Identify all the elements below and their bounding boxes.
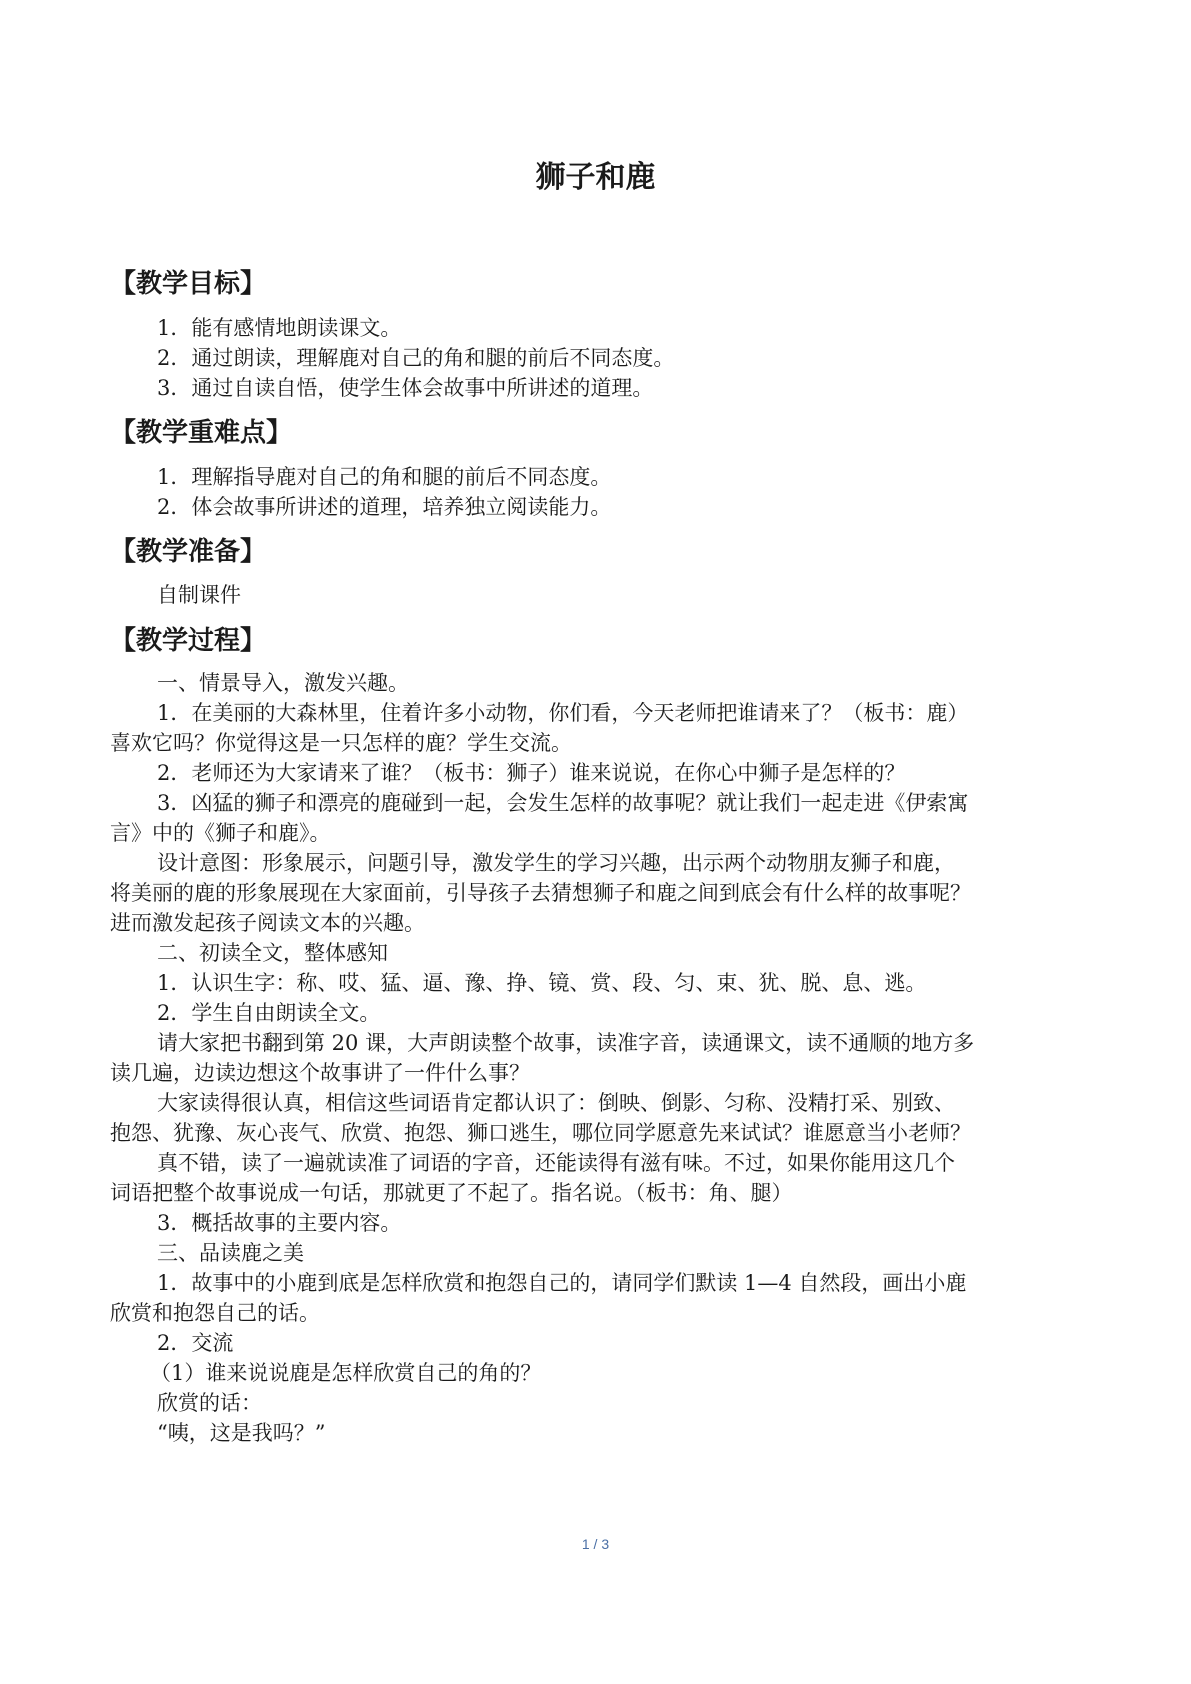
- process-line: “咦，这是我吗？”: [157, 1421, 326, 1445]
- process-line: 言》中的《狮子和鹿》。: [110, 821, 331, 845]
- section-heading-preparation: 【教学准备】: [110, 537, 267, 567]
- process-line: （1）谁来说说鹿是怎样欣赏自己的角的？: [150, 1361, 542, 1385]
- page-title: 狮子和鹿: [535, 160, 656, 195]
- process-line: 大家读得很认真，相信这些词语肯定都认识了：倒映、倒影、匀称、没精打采、别致、: [157, 1091, 955, 1115]
- section-heading-process: 【教学过程】: [110, 626, 267, 656]
- key-point-item: 2．体会故事所讲述的道理，培养独立阅读能力。: [157, 495, 612, 519]
- process-line: 三、品读鹿之美: [157, 1241, 304, 1265]
- section-heading-goals: 【教学目标】: [110, 269, 267, 299]
- section-heading-key-points: 【教学重难点】: [110, 418, 293, 448]
- key-point-item: 1．理解指导鹿对自己的角和腿的前后不同态度。: [157, 465, 612, 489]
- process-line: 2．学生自由朗读全文。: [157, 1001, 381, 1025]
- process-line: 将美丽的鹿的形象展现在大家面前，引导孩子去猜想狮子和鹿之间到底会有什么样的故事呢？: [110, 881, 971, 905]
- goal-item: 1．能有感情地朗读课文。: [157, 316, 402, 340]
- page-indicator: 1 / 3: [581, 1536, 610, 1552]
- process-line: 进而激发起孩子阅读文本的兴趣。: [110, 911, 425, 935]
- process-line: 一、情景导入，激发兴趣。: [157, 671, 409, 695]
- process-line: 1．故事中的小鹿到底是怎样欣赏和抱怨自己的，请同学们默读 1—4 自然段，画出小鹿: [157, 1271, 967, 1295]
- process-line: 二、初读全文，整体感知: [157, 941, 388, 965]
- process-line: 2．老师还为大家请来了谁？（板书：狮子）谁来说说，在你心中狮子是怎样的？: [157, 761, 906, 785]
- process-line: 抱怨、犹豫、灰心丧气、欣赏、抱怨、狮口逃生，哪位同学愿意先来试试？谁愿意当小老师？: [110, 1121, 971, 1145]
- process-line: 1．在美丽的大森林里，住着许多小动物，你们看，今天老师把谁请来了？（板书：鹿）: [157, 701, 969, 725]
- goal-item: 3．通过自读自悟，使学生体会故事中所讲述的道理。: [157, 376, 654, 400]
- process-line: 欣赏和抱怨自己的话。: [110, 1301, 320, 1325]
- process-line: 读几遍，边读边想这个故事讲了一件什么事？: [110, 1061, 530, 1085]
- process-line: 3．凶猛的狮子和漂亮的鹿碰到一起，会发生怎样的故事呢？就让我们一起走进《伊索寓: [157, 791, 969, 815]
- process-line: 请大家把书翻到第 20 课，大声朗读整个故事，读准字音，读通课文，读不通顺的地方多: [157, 1031, 975, 1055]
- process-line: 2．交流: [157, 1331, 234, 1355]
- preparation-item: 自制课件: [157, 583, 241, 607]
- goal-item: 2．通过朗读，理解鹿对自己的角和腿的前后不同态度。: [157, 346, 675, 370]
- process-line: 3．概括故事的主要内容。: [157, 1211, 402, 1235]
- process-line: 喜欢它吗？你觉得这是一只怎样的鹿？学生交流。: [110, 731, 572, 755]
- process-line: 欣赏的话：: [157, 1391, 262, 1415]
- process-line: 词语把整个故事说成一句话，那就更了不起了。指名说。（板书：角、腿）: [110, 1181, 793, 1205]
- process-line: 1．认识生字：称、哎、猛、逼、豫、挣、镜、赏、段、匀、束、犹、脱、息、逃。: [157, 971, 927, 995]
- process-line: 设计意图：形象展示，问题引导，激发学生的学习兴趣，出示两个动物朋友狮子和鹿，: [157, 851, 955, 875]
- process-line: 真不错，读了一遍就读准了词语的字音，还能读得有滋有味。不过，如果你能用这几个: [157, 1151, 955, 1175]
